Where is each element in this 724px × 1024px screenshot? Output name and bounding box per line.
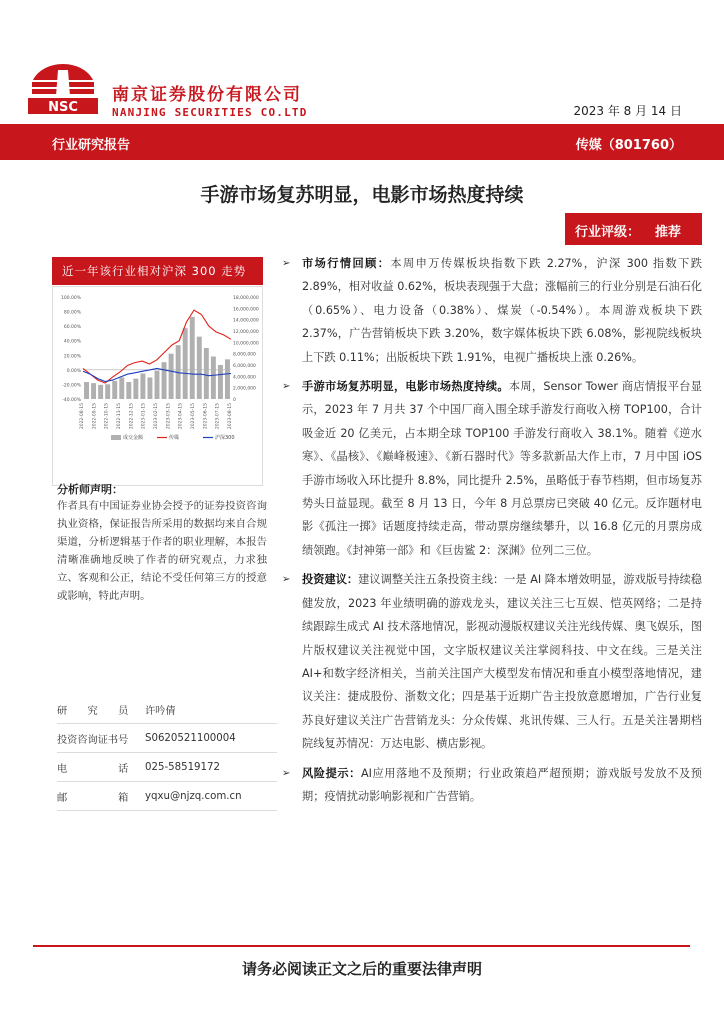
volume-bar xyxy=(119,377,124,399)
bullet-text: 本周，Sensor Tower 商店情报平台显示，2023 年 7 月共 37 个中国厂商入围全球手游发行商收入榜 TOP100，合计吸金近 20 亿美元，占本期全球 TOP100 手游发行商收入 38.1%。随着《逆水寒》、《晶核》、《巅峰极速》、《新石器时代》等多款新品大作上市，7 月中国 iOS 手游市场收入环比提升 8.8%，同比提升 2.5%，虽略低于春节档期，但市场复苏势头日益显现。截至 8 月 13 日，今年 8 月总票房已突破 40 亿元。反诈题材电影《孤注一掷》话题度持续走高，带动票房继续攀升，以 16.8 亿元的月票房成绩领跑。《封神第一部》和《巨齿鲨 2：深渊》位列二三位。 xyxy=(302,380,702,557)
volume-bar xyxy=(98,385,103,399)
volume-bar xyxy=(225,359,230,399)
company-logo xyxy=(28,60,98,120)
footer-divider xyxy=(33,945,690,947)
volume-bar xyxy=(190,317,195,399)
right-axis-tick: 14,000,000 xyxy=(233,318,259,324)
right-axis-tick: 18,000,000 xyxy=(233,296,259,301)
relative-performance-chart xyxy=(53,287,262,485)
rating-label: 行业评级： xyxy=(575,225,641,240)
left-axis-tick: 80.00% xyxy=(63,310,81,316)
bullet-text: 本周申万传媒板块指数下跌 2.27%，沪深 300 指数下跌 2.89%，相对收益 0.62%，板块表现强于大盘；涨幅前三的行业分别是石油石化（0.65%）、电力设备（0.38%）、煤炭（-0.54%）。本周游戏板块下跌 2.37%，广告营销板块下跌 3.20%，数字媒体板块下跌 6.08%，影视院线板块上下跌 0.11%；出版板块下跌 1.91%，电视广播板块上涨 0.26%。 xyxy=(302,257,702,364)
volume-bar xyxy=(140,374,145,400)
analyst-value: 许吟倩 xyxy=(145,695,277,724)
x-axis-tick: 2023-04-15 xyxy=(178,403,184,430)
bullet-market-recovery xyxy=(282,375,702,562)
bullet-arrow-icon: ➢ xyxy=(282,767,291,779)
x-axis-tick: 2022-10-15 xyxy=(104,403,110,430)
volume-bar xyxy=(218,365,223,399)
right-axis-tick: 16,000,000 xyxy=(233,307,259,313)
bullet-risk-warning xyxy=(282,762,702,809)
left-axis-tick: -40.00% xyxy=(62,398,81,403)
bullet-market-review xyxy=(282,252,702,369)
report-type: 行业研究报告 xyxy=(52,138,131,153)
left-axis-tick: 60.00% xyxy=(63,325,81,331)
page-title: 手游市场复苏明显，电影市场热度持续 xyxy=(200,184,524,206)
legend-label: 沪深300 xyxy=(215,435,235,441)
analyst-row xyxy=(57,753,277,782)
analyst-statement-title: 分析师声明： xyxy=(57,483,123,496)
legal-notice[interactable]: 请务必阅读正文之后的重要法律声明 xyxy=(241,960,482,978)
volume-bar xyxy=(126,382,131,399)
analyst-info-table xyxy=(57,695,277,811)
x-axis-tick: 2022-11-15 xyxy=(117,403,122,430)
x-axis-tick: 2023-06-15 xyxy=(203,403,209,430)
right-axis-tick: 2,000,000 xyxy=(233,386,256,392)
company-name-cn: 南京证券股份有限公司 xyxy=(112,85,302,105)
analyst-row xyxy=(57,782,277,811)
x-axis-tick: 2023-05-15 xyxy=(191,403,196,430)
legend-swatch xyxy=(111,435,121,440)
left-axis-tick: 20.00% xyxy=(63,354,81,360)
bullet-lead: 投资建议： xyxy=(302,573,359,587)
volume-bar xyxy=(197,337,202,399)
bullet-arrow-icon: ➢ xyxy=(282,574,291,586)
bullet-text: 建议调整关注五条投资主线：一是 AI 降本增效明显，游戏版号持续稳健发放，2023 年业绩明确的游戏龙头，建议关注三七互娱、恺英网络；二是持续跟踪生成式 AI 技术落地情况，影视动漫版权建议关注光线传媒、奥飞娱乐，图片版权建议关注视觉中国，文字版权建议关注掌阅科技、中文在线。三是关注 AI+和数字经济相关，当前关注国产大模型发布情况和垂直小模型落地情况，建议关注：捷成股份、浙数文化；四是基于近期广告主投放意愿增加，广告行业复苏良好建议关注广告营销龙头：分众传媒、兆讯传媒、三人行。五是关注暑期档院线复苏情况：万达电影、横店影视。 xyxy=(302,573,702,751)
volume-bar xyxy=(183,328,188,399)
volume-bar xyxy=(133,379,138,399)
legend-label: 传媒 xyxy=(169,435,180,441)
right-axis-tick: 4,000,000 xyxy=(233,375,256,381)
analyst-value: 025-58519172 xyxy=(145,753,277,782)
sector-label: 传媒（801760） xyxy=(575,138,682,153)
summary-bullets xyxy=(282,252,702,814)
legend-label: 成交金额 xyxy=(123,435,144,441)
bullet-lead: 手游市场复苏明显，电影市场热度持续。 xyxy=(302,380,509,394)
analyst-value: S0620521100004 xyxy=(145,724,277,753)
right-axis-tick: 10,000,000 xyxy=(233,341,259,347)
analyst-key: 邮 箱 xyxy=(57,782,145,811)
bullet-investment-advice xyxy=(282,568,702,755)
bullet-lead: 市场行情回顾： xyxy=(302,257,391,270)
left-axis-tick: 0.00% xyxy=(66,368,81,374)
x-axis-tick: 2023-02-15 xyxy=(154,403,159,430)
left-axis-tick: 40.00% xyxy=(63,339,81,345)
x-axis-tick: 2023-08-15 xyxy=(228,403,233,430)
analyst-key: 投资咨询证书号 xyxy=(57,724,145,753)
bullet-arrow-icon: ➢ xyxy=(282,381,291,393)
x-axis-tick: 2022-12-15 xyxy=(129,403,135,430)
x-axis-tick: 2022-09-15 xyxy=(92,403,98,430)
volume-bar xyxy=(105,384,110,399)
analyst-row xyxy=(57,724,277,753)
volume-bar xyxy=(211,357,216,400)
bullet-text: AI应用落地不及预期；行业政策趋严超预期；游戏版号发放不及预期；疫情扰动影响影视和广告营销。 xyxy=(302,766,702,803)
volume-bar xyxy=(204,348,209,399)
analyst-key: 电 话 xyxy=(57,753,145,782)
bullet-arrow-icon: ➢ xyxy=(282,258,291,269)
report-date: 2023 年 8 月 14 日 xyxy=(573,104,682,118)
volume-bar xyxy=(162,362,167,399)
x-axis-tick: 2023-07-15 xyxy=(215,403,221,430)
company-name-en: NANJING SECURITIES CO.LTD xyxy=(112,106,308,119)
x-axis-tick: 2023-03-15 xyxy=(166,403,172,430)
volume-bar xyxy=(169,354,174,399)
chart-container xyxy=(52,286,263,486)
left-axis-tick: -20.00% xyxy=(62,383,81,389)
x-axis-tick: 2022-08-15 xyxy=(80,403,85,430)
right-axis-tick: 8,000,000 xyxy=(233,352,256,358)
x-axis-tick: 2023-01-15 xyxy=(141,403,147,430)
volume-bar xyxy=(91,383,96,399)
left-axis-tick: 100.00% xyxy=(60,296,81,301)
analyst-row xyxy=(57,695,277,724)
right-axis-tick: 12,000,000 xyxy=(233,330,259,335)
analyst-key: 研 究 员 xyxy=(57,695,145,724)
volume-bar xyxy=(84,382,89,399)
right-axis-tick: 6,000,000 xyxy=(233,364,256,369)
analyst-statement-body: 作者具有中国证券业协会授予的证券投资咨询执业资格，保证报告所采用的数据均来自合规渠道，分析逻辑基于作者的职业理解，本报告清晰准确地反映了作者的研究观点，力求独立、客观和公正，结论不受任何第三方的授意或影响，特此声明。 xyxy=(57,500,267,602)
logo-text: NSC xyxy=(48,100,78,115)
chart-title: 近一年该行业相对沪深 300 走势 xyxy=(62,264,247,278)
volume-bar xyxy=(147,377,152,399)
analyst-email[interactable]: yqxu@njzq.com.cn xyxy=(145,782,277,811)
rating-value: 推荐 xyxy=(655,225,682,240)
right-axis-tick: 0 xyxy=(233,398,236,403)
volume-bar xyxy=(112,381,117,399)
bullet-lead: 风险提示： xyxy=(302,766,361,780)
volume-bar xyxy=(155,371,160,399)
